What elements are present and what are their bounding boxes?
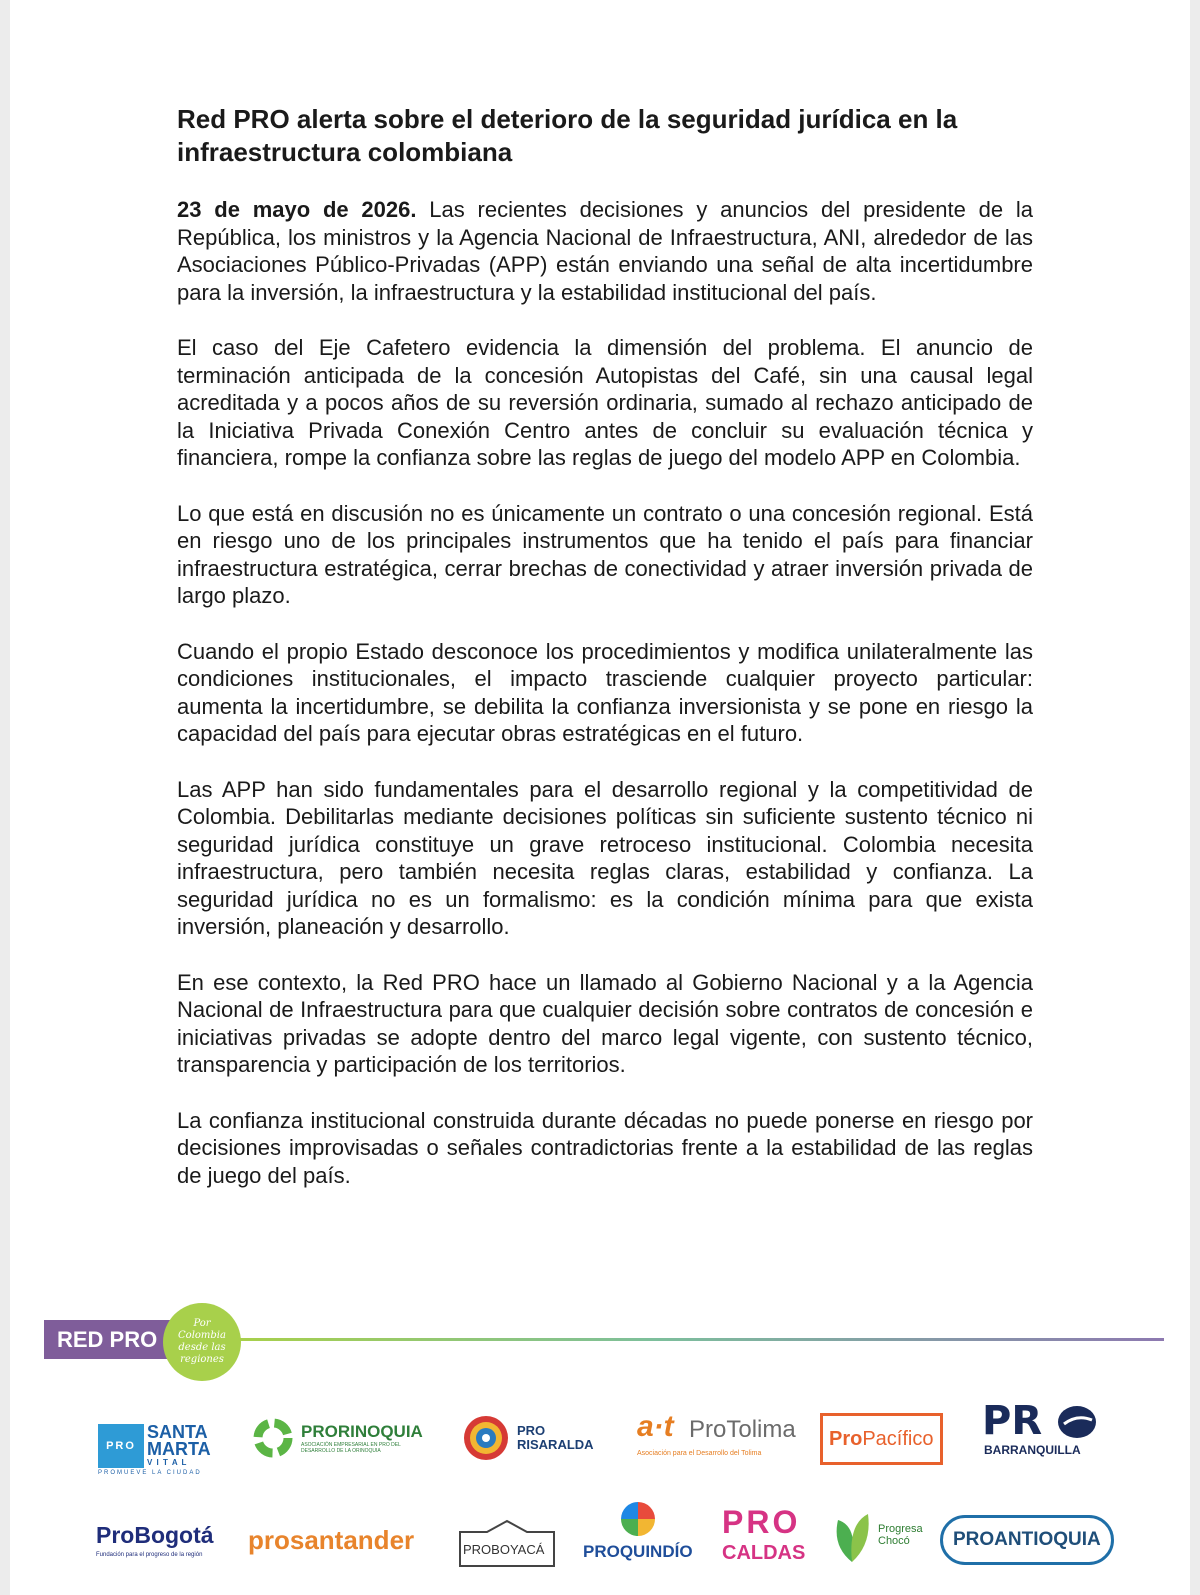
probarranquilla-name-1: PR xyxy=(982,1398,1043,1444)
paragraph-1 xyxy=(177,196,1033,306)
prorinoquia-icon xyxy=(251,1416,295,1460)
logo-proquindio xyxy=(583,1500,695,1564)
logo-probarranquilla xyxy=(982,1400,1112,1460)
paragraph-7: La confianza institucional construida durante décadas no puede ponerse en riesgo por decisiones improvisadas o señales contradictorias frente a la estabilidad de las reglas de juego del país. xyxy=(177,1107,1033,1188)
protolima-icon: a·t xyxy=(637,1410,674,1443)
probarranquilla-name-2: BARRANQUILLA xyxy=(984,1443,1081,1457)
logo-probogota xyxy=(96,1522,236,1566)
santa-marta-sub: PROMUEVE LA CIUDAD xyxy=(98,1470,202,1476)
paragraph-3: Lo que está en discusión no es únicamente un contrato o una concesión regional. Está en riesgo uno de los principales instrumentos que ha tenido el país para financiar infraestructura estratégica, cerrar brechas de conectividad y atraer inversión privada de largo plazo. xyxy=(177,500,1033,608)
tagline-text: Por Colombia desde las regiones xyxy=(178,1318,226,1365)
logo-procaldas xyxy=(718,1504,806,1566)
prorinoquia-name: PRORINOQUIA xyxy=(301,1422,423,1441)
probogota-name: ProBogotá xyxy=(96,1522,214,1548)
santa-marta-pro-mark: PRO xyxy=(98,1424,144,1468)
prorisaralda-name-2: RISARALDA xyxy=(517,1437,594,1452)
paragraph-4: Cuando el propio Estado desconoce los procedimientos y modifica unilateralmente las condiciones institucionales, el impacto trasciende cualquier proyecto particular: aumenta la incertidumbre, se debilita la confianza inversionista y se pone en riesgo la capacidad del país para ejecutar obras estratégicas en el futuro. xyxy=(177,638,1033,746)
logo-proboyaca xyxy=(457,1518,557,1568)
progresa-choco-name-1: Progresa xyxy=(878,1523,923,1535)
logo-prorinoquia xyxy=(251,1414,441,1462)
logo-proantioquia xyxy=(940,1515,1110,1565)
paragraph-5: Las APP han sido fundamentales para el desarrollo regional y la competitividad de Colombia. Debilitarlas mediante decisiones políticas sin suficiente sustento técnico ni seguridad jurídica constituye un grave retroceso institucional. Colombia necesita infraestructura, pero también necesita reglas claras, estabilidad y confianza. La seguridad jurídica no es un formalismo: es la condición mínima para que exista inversión, planeación y desarrollo. xyxy=(177,776,1033,939)
probogota-sub: Fundación para el progreso de la región xyxy=(96,1552,203,1558)
logo-protolima xyxy=(637,1410,807,1462)
logo-pro-santa-marta xyxy=(98,1418,228,1474)
prorisaralda-icon xyxy=(461,1413,511,1463)
probarranquilla-o-icon xyxy=(1056,1404,1098,1440)
santa-marta-name-3: V I T A L xyxy=(147,1458,188,1467)
protolima-sub: Asociación para el Desarrollo del Tolima xyxy=(637,1450,762,1457)
proquindio-name: PROQUINDÍO xyxy=(583,1542,693,1561)
santa-marta-name-1: SANTA xyxy=(147,1422,208,1442)
logo-prosantander xyxy=(248,1522,438,1558)
propacifico-name-2: Pacífico xyxy=(862,1427,934,1450)
document-page xyxy=(10,0,1190,1595)
prorinoquia-sub: ASOCIACIÓN EMPRESARIAL EN PRO DEL DESARROLLO DE LA ORINOQUIA xyxy=(301,1442,401,1454)
paragraph-6: En ese contexto, la Red PRO hace un llamado al Gobierno Nacional y a la Agencia Nacional de Infraestructura para que cualquier decisión sobre contratos de concesión e iniciativas privadas se adopte dentro del marco legal vigente, con sustento técnico, transparencia y participación de los territorios. xyxy=(177,969,1033,1077)
document-body xyxy=(177,196,1033,1217)
document-title: Red PRO alerta sobre el deterioro de la seguridad jurídica en la infraestructura colombiana xyxy=(177,104,958,167)
logo-prorisaralda xyxy=(461,1412,611,1464)
date-lead: 23 de mayo de 2026. xyxy=(177,197,417,222)
proboyaca-name: PROBOYACÁ xyxy=(463,1542,545,1557)
proantioquia-name: PROANTIOQUIA xyxy=(953,1529,1101,1550)
red-pro-label: RED PRO xyxy=(44,1320,174,1359)
paragraph-1-text: Las recientes decisiones y anuncios del presidente de la República, los ministros y la Agencia Nacional de Infraestructura, ANI, alrededor de las Asociaciones Público-Privadas (APP) están enviando una señal de alta incertidumbre para la inversión, la infraestructura y la estabilidad institucional del país. xyxy=(177,197,1033,305)
leaf-icon xyxy=(828,1506,876,1564)
propacifico-name-1: Pro xyxy=(829,1427,863,1450)
paragraph-2: El caso del Eje Cafetero evidencia la dimensión del problema. El anuncio de terminación anticipada de la concesión Autopistas del Café, sin una causal legal acreditada y a pocos años de su reversión ordinaria, sumado al rechazo anticipado de la Iniciativa Privada Conexión Centro antes de concluir su evaluación técnica y financiera, rompe la confianza sobre las reglas de juego del modelo APP en Colombia. xyxy=(177,335,1033,470)
prorisaralda-name-1: PRO xyxy=(517,1423,546,1438)
logo-propacifico xyxy=(820,1412,960,1466)
proquindio-icon xyxy=(619,1500,657,1538)
prosantander-name: prosantander xyxy=(248,1524,415,1555)
logo-progresa-choco xyxy=(828,1506,928,1564)
progresa-choco-name-2: Chocó xyxy=(878,1535,910,1547)
santa-marta-name-2: MARTA xyxy=(147,1439,211,1459)
procaldas-name-1: PRO xyxy=(722,1504,801,1540)
procaldas-name-2: CALDAS xyxy=(722,1542,806,1564)
protolima-name: ProTolima xyxy=(689,1416,796,1443)
footer-divider xyxy=(239,1338,1164,1341)
tagline-badge xyxy=(163,1303,241,1381)
